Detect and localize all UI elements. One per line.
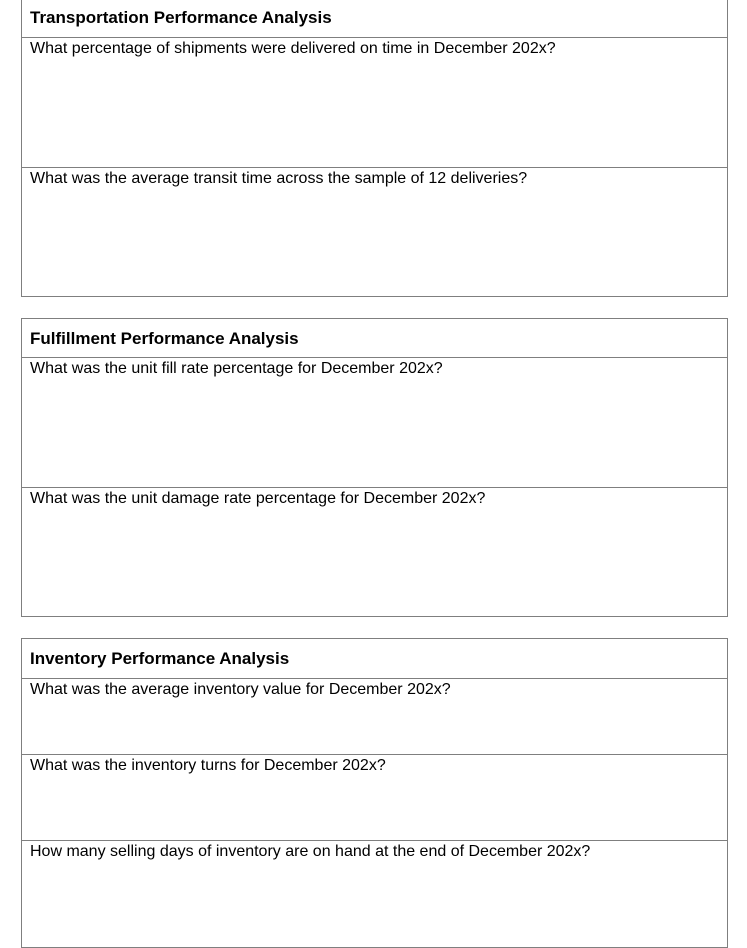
section-title: Inventory Performance Analysis	[22, 639, 727, 679]
question-text: What was the inventory turns for December 202x?	[30, 757, 386, 774]
question-row[interactable]	[22, 488, 727, 616]
question-row[interactable]	[22, 168, 727, 296]
question-row[interactable]	[22, 841, 727, 947]
question-text: What was the unit fill rate percentage for December 202x?	[30, 360, 443, 377]
question-text: How many selling days of inventory are on hand at the end of December 202x?	[30, 843, 591, 860]
question-row[interactable]	[22, 679, 727, 755]
question-row[interactable]	[22, 755, 727, 841]
fulfillment-section	[21, 318, 728, 617]
question-text: What percentage of shipments were delivered on time in December 202x?	[30, 40, 556, 57]
question-text: What was the average transit time across the sample of 12 deliveries?	[30, 170, 528, 187]
question-row[interactable]	[22, 358, 727, 488]
question-text: What was the average inventory value for December 202x?	[30, 681, 451, 698]
question-row[interactable]	[22, 38, 727, 168]
transportation-section	[21, 0, 728, 297]
inventory-section	[21, 638, 728, 948]
section-title: Fulfillment Performance Analysis	[22, 319, 727, 358]
section-title: Transportation Performance Analysis	[22, 0, 727, 38]
question-text: What was the unit damage rate percentage for December 202x?	[30, 490, 486, 507]
